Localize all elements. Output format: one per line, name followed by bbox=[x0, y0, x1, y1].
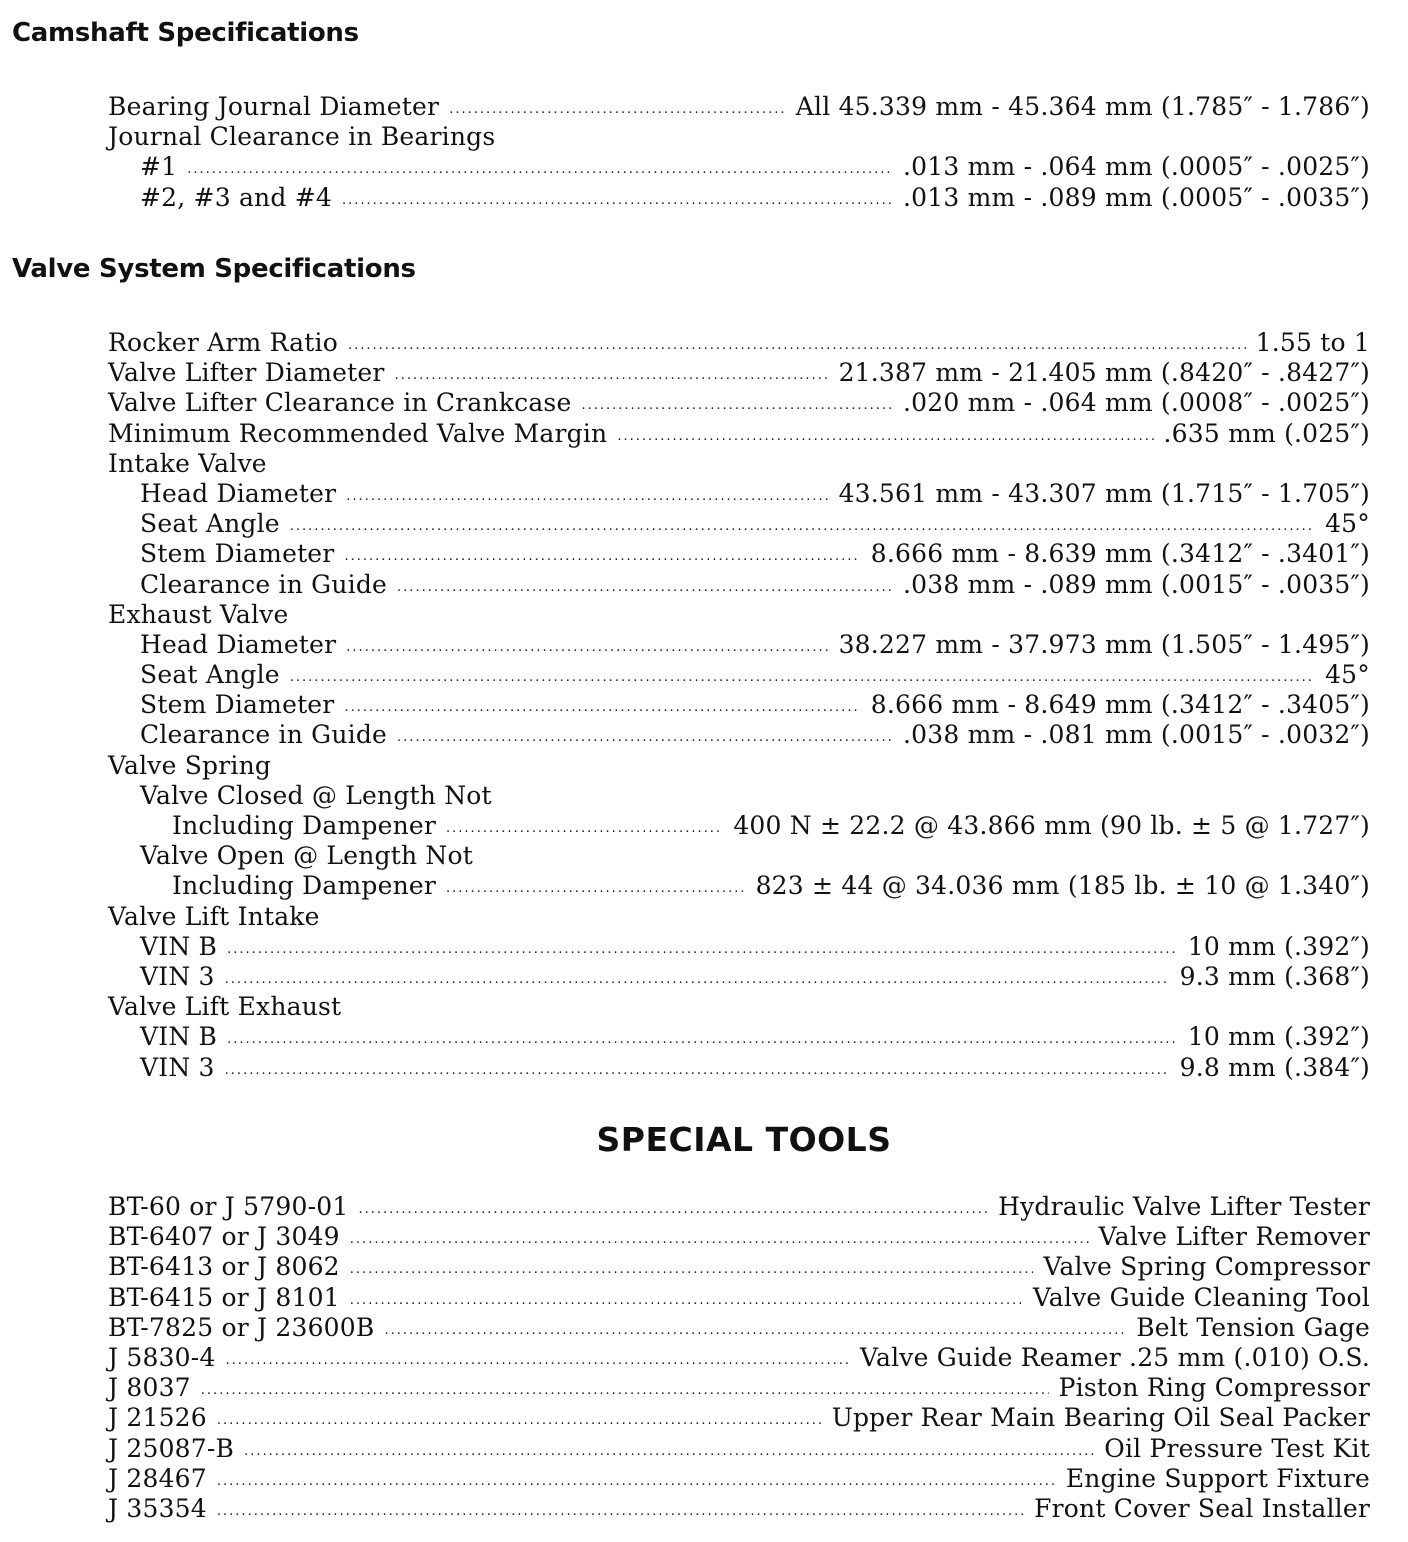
spec-row bbox=[108, 871, 1370, 901]
spec-row bbox=[108, 690, 1370, 720]
spec-row bbox=[108, 539, 1370, 569]
dot-leader bbox=[225, 1051, 1170, 1086]
tool-name: Upper Rear Main Bearing Oil Seal Packer bbox=[831, 1403, 1370, 1433]
tool-number: BT-60 or J 5790-01 bbox=[108, 1192, 349, 1221]
spec-row bbox=[108, 509, 1370, 539]
spec-label: Stem Diameter bbox=[140, 539, 335, 569]
spec-group-label: Journal Clearance in Bearings bbox=[108, 122, 496, 152]
spec-value: .013 mm - .089 mm (.0005″ - .0035″) bbox=[903, 182, 1370, 212]
spec-label: Clearance in Guide bbox=[140, 720, 388, 750]
tool-name: Valve Guide Cleaning Tool bbox=[1032, 1282, 1370, 1312]
tool-name: Front Cover Seal Installer bbox=[1034, 1493, 1370, 1523]
tool-name: Engine Support Fixture bbox=[1065, 1463, 1370, 1493]
spec-label: Minimum Recommended Valve Margin bbox=[108, 418, 608, 448]
spec-group-row bbox=[108, 449, 1370, 479]
tool-number: J 21526 bbox=[108, 1403, 207, 1433]
spec-label: Valve Lifter Clearance in Crankcase bbox=[108, 388, 572, 418]
spec-value: 45° bbox=[1325, 509, 1370, 539]
spec-label: Seat Angle bbox=[140, 509, 280, 539]
camshaft-specifications-heading: Camshaft Specifications bbox=[12, 18, 359, 48]
spec-label: Including Dampener bbox=[172, 811, 437, 840]
tool-name: Valve Lifter Remover bbox=[1098, 1222, 1370, 1252]
dot-leader bbox=[446, 809, 723, 844]
spec-label: Valve Lifter Diameter bbox=[108, 358, 385, 388]
spec-group-label: Valve Lift Exhaust bbox=[108, 992, 342, 1022]
spec-row bbox=[108, 358, 1370, 388]
tool-row bbox=[108, 1434, 1370, 1464]
spec-value: 400 N ± 22.2 @ 43.866 mm (90 lb. ± 5 @ 1.727″) bbox=[733, 811, 1370, 840]
tool-number: BT-7825 or J 23600B bbox=[108, 1312, 375, 1342]
spec-label: #2, #3 and #4 bbox=[140, 182, 332, 212]
tool-number: BT-6413 or J 8062 bbox=[108, 1252, 340, 1282]
spec-group-label: Intake Valve bbox=[108, 448, 267, 478]
tool-number: J 28467 bbox=[108, 1463, 207, 1493]
spec-group-label: Valve Lift Intake bbox=[108, 901, 320, 931]
spec-value: .020 mm - .064 mm (.0008″ - .0025″) bbox=[903, 388, 1370, 418]
camshaft-spec-list bbox=[108, 92, 1370, 213]
spec-label: VIN 3 bbox=[140, 1052, 215, 1082]
spec-row bbox=[108, 328, 1370, 358]
spec-row bbox=[108, 1022, 1370, 1052]
spec-row bbox=[108, 152, 1370, 182]
tool-name: Valve Guide Reamer .25 mm (.010) O.S. bbox=[860, 1342, 1370, 1372]
spec-label: Including Dampener bbox=[172, 871, 437, 901]
spec-label: Seat Angle bbox=[140, 660, 280, 690]
spec-row bbox=[108, 720, 1370, 750]
spec-value: 823 ± 44 @ 34.036 mm (185 lb. ± 10 @ 1.340″) bbox=[755, 871, 1370, 901]
spec-value: 10 mm (.392″) bbox=[1187, 1022, 1370, 1052]
valve-system-specifications-heading: Valve System Specifications bbox=[12, 254, 416, 284]
spec-value: 8.666 mm - 8.649 mm (.3412″ - .3405″) bbox=[870, 690, 1370, 720]
tool-row bbox=[108, 1192, 1370, 1222]
spec-group-row bbox=[108, 902, 1370, 932]
spec-value: 10 mm (.392″) bbox=[1187, 931, 1370, 961]
tool-name: Hydraulic Valve Lifter Tester bbox=[998, 1192, 1370, 1221]
spec-row bbox=[108, 962, 1370, 992]
spec-label: Bearing Journal Diameter bbox=[108, 92, 440, 121]
dot-leader bbox=[449, 90, 786, 125]
spec-label: VIN 3 bbox=[140, 961, 215, 991]
spec-value: .038 mm - .081 mm (.0015″ - .0032″) bbox=[903, 720, 1370, 750]
tool-row bbox=[108, 1313, 1370, 1343]
spec-value: 21.387 mm - 21.405 mm (.8420″ - .8427″) bbox=[838, 358, 1370, 388]
spec-label: VIN B bbox=[140, 1022, 218, 1052]
tool-number: J 8037 bbox=[108, 1373, 191, 1403]
tool-number: J 25087-B bbox=[108, 1433, 235, 1463]
dot-leader bbox=[617, 417, 1153, 452]
spec-group-label: Exhaust Valve bbox=[108, 599, 289, 629]
spec-value: .038 mm - .089 mm (.0015″ - .0035″) bbox=[903, 569, 1370, 599]
spec-subgroup-label: Valve Open @ Length Not bbox=[140, 841, 473, 871]
tool-row bbox=[108, 1252, 1370, 1282]
spec-value: .013 mm - .064 mm (.0005″ - .0025″) bbox=[903, 152, 1370, 182]
spec-group-row bbox=[108, 122, 1370, 152]
spec-value: 1.55 to 1 bbox=[1255, 328, 1370, 357]
tool-row bbox=[108, 1494, 1370, 1524]
spec-value: 9.8 mm (.384″) bbox=[1179, 1052, 1370, 1082]
tool-name: Oil Pressure Test Kit bbox=[1104, 1433, 1370, 1463]
spec-label: Clearance in Guide bbox=[140, 569, 388, 599]
spec-group-row bbox=[108, 751, 1370, 781]
spec-group-row bbox=[108, 992, 1370, 1022]
tool-row bbox=[108, 1222, 1370, 1252]
dot-leader bbox=[217, 1492, 1024, 1527]
tool-row bbox=[108, 1283, 1370, 1313]
dot-leader bbox=[225, 960, 1170, 995]
spec-row bbox=[108, 570, 1370, 600]
tool-row bbox=[108, 1464, 1370, 1494]
spec-subgroup-row bbox=[108, 781, 1370, 811]
tool-name: Piston Ring Compressor bbox=[1058, 1373, 1370, 1403]
spec-row bbox=[108, 1053, 1370, 1083]
spec-group-row bbox=[108, 600, 1370, 630]
tool-number: J 5830-4 bbox=[108, 1342, 216, 1372]
spec-row bbox=[108, 183, 1370, 213]
spec-value: 38.227 mm - 37.973 mm (1.505″ - 1.495″) bbox=[838, 629, 1370, 659]
dot-leader bbox=[397, 718, 893, 753]
tool-name: Valve Spring Compressor bbox=[1043, 1252, 1370, 1282]
spec-value: 9.3 mm (.368″) bbox=[1179, 961, 1370, 991]
dot-leader bbox=[397, 568, 893, 603]
spec-value: 8.666 mm - 8.639 mm (.3412″ - .3401″) bbox=[870, 539, 1370, 569]
spec-row bbox=[108, 419, 1370, 449]
spec-row bbox=[108, 811, 1370, 841]
dot-leader bbox=[342, 181, 893, 216]
tool-row bbox=[108, 1343, 1370, 1373]
spec-row bbox=[108, 932, 1370, 962]
special-tools-list bbox=[108, 1192, 1370, 1524]
tool-row bbox=[108, 1403, 1370, 1433]
spec-label: VIN B bbox=[140, 931, 218, 961]
tool-name: Belt Tension Gage bbox=[1136, 1312, 1370, 1342]
spec-value: 43.561 mm - 43.307 mm (1.715″ - 1.705″) bbox=[838, 478, 1370, 508]
tool-number: BT-6415 or J 8101 bbox=[108, 1282, 340, 1312]
tool-number: J 35354 bbox=[108, 1493, 207, 1523]
spec-group-label: Valve Spring bbox=[108, 750, 272, 780]
valve-system-spec-list bbox=[108, 328, 1370, 1083]
spec-label: Head Diameter bbox=[140, 478, 337, 508]
special-tools-heading: SPECIAL TOOLS bbox=[596, 1120, 892, 1159]
spec-row bbox=[108, 388, 1370, 418]
spec-row bbox=[108, 660, 1370, 690]
spec-value: 45° bbox=[1325, 660, 1370, 690]
spec-subgroup-row bbox=[108, 841, 1370, 871]
spec-subgroup-label: Valve Closed @ Length Not bbox=[140, 780, 492, 810]
tool-number: BT-6407 or J 3049 bbox=[108, 1222, 340, 1252]
spec-label: #1 bbox=[140, 152, 178, 182]
spec-value: .635 mm (.025″) bbox=[1163, 418, 1370, 448]
dot-leader bbox=[446, 869, 746, 904]
spec-label: Rocker Arm Ratio bbox=[108, 328, 338, 357]
spec-row bbox=[108, 630, 1370, 660]
spec-row bbox=[108, 479, 1370, 509]
spec-label: Head Diameter bbox=[140, 629, 337, 659]
spec-row bbox=[108, 92, 1370, 122]
spec-label: Stem Diameter bbox=[140, 690, 335, 720]
tool-row bbox=[108, 1373, 1370, 1403]
spec-value: All 45.339 mm - 45.364 mm (1.785″ - 1.786″) bbox=[795, 92, 1370, 121]
